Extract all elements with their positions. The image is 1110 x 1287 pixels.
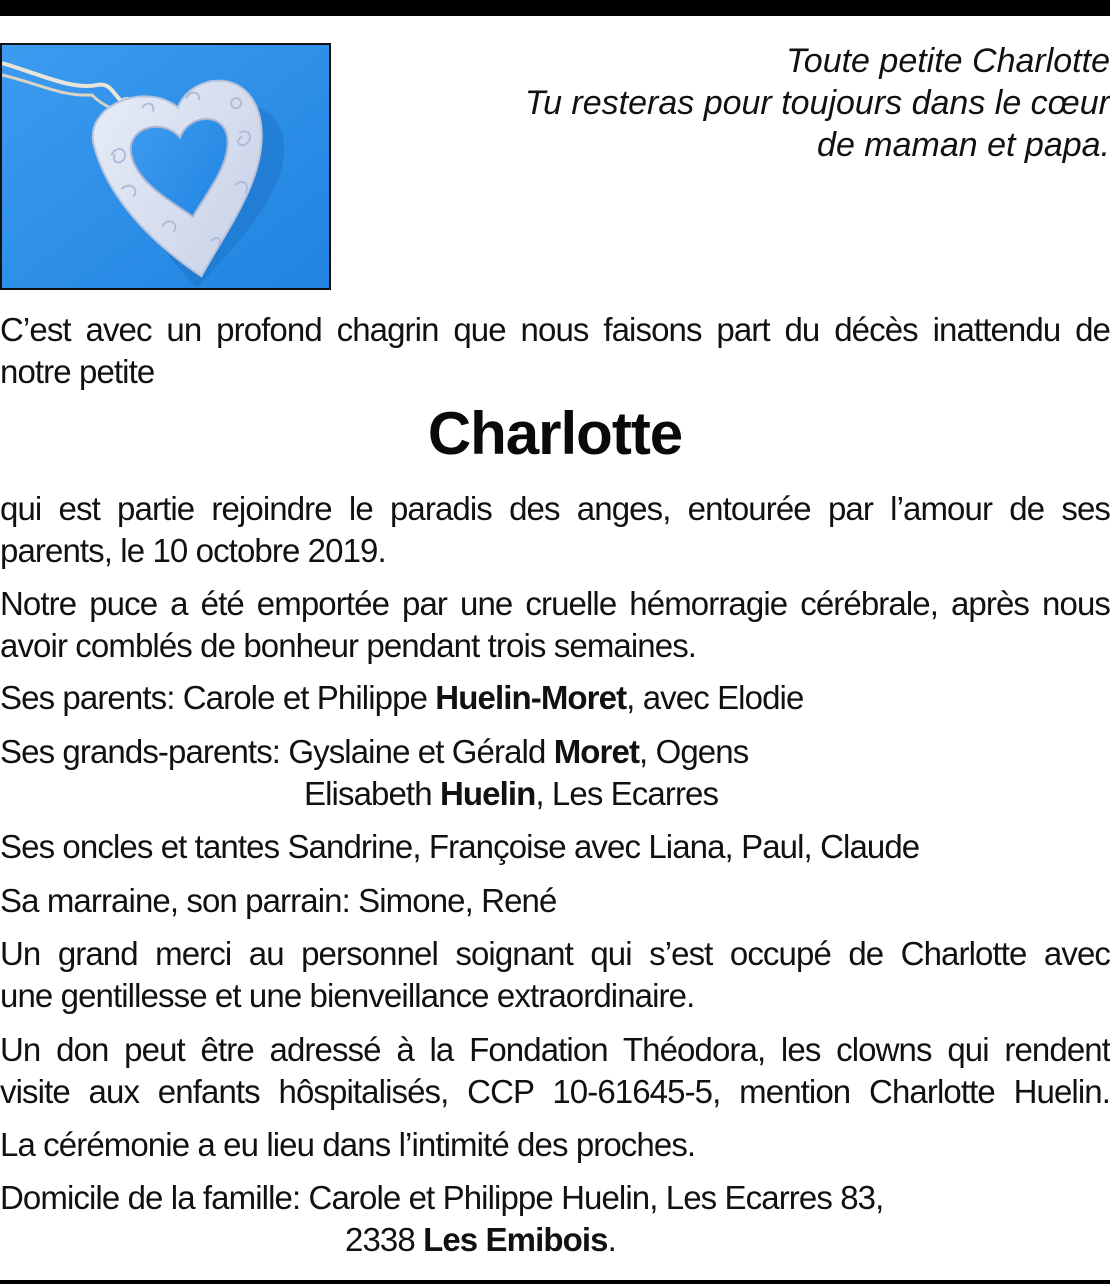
heart-ornament-icon	[2, 45, 329, 288]
parents-prefix: Ses parents: Carole et Philippe	[0, 679, 436, 716]
donation-line-1: Un don peut être adressé à la Fondation Théodora, les clowns qui rendent	[0, 1031, 1110, 1068]
grandparents-line2-prefix: Elisabeth	[304, 775, 440, 812]
domicile-line-2	[345, 1219, 616, 1261]
bottom-rule	[0, 1280, 1110, 1284]
domicile-place: Les Emibois	[423, 1221, 608, 1258]
passing-line-2: parents, le 10 octobre 2019.	[0, 532, 386, 569]
intro-line-2: notre petite	[0, 353, 155, 390]
parents-line	[0, 677, 1110, 719]
grandparents-line-2	[304, 773, 718, 815]
grandparents-surname-2: Huelin	[439, 775, 536, 812]
domicile-line-1: Domicile de la famille: Carole et Philippe Huelin, Les Ecarres 83,	[0, 1179, 884, 1216]
poem-line: de maman et papa.	[817, 126, 1110, 164]
grandparents-prefix: Ses grands-parents: Gyslaine et Gérald	[0, 733, 554, 770]
donation-line-2: visite aux enfants hôspitalisés, CCP 10-61645-5, mention Charlotte Huelin.	[0, 1073, 1110, 1110]
thanks-line-2: une gentillesse et une bienveillance extraordinaire.	[0, 977, 695, 1014]
poem	[470, 40, 1110, 166]
parents-surname: Huelin-Moret	[435, 679, 627, 716]
grandparents-suffix-2: , Les Ecarres	[535, 775, 719, 812]
domicile-postcode: 2338	[345, 1221, 424, 1258]
domicile-period: .	[607, 1221, 616, 1258]
parents-suffix: , avec Elodie	[626, 679, 804, 716]
passing-line-1: qui est partie rejoindre le paradis des anges, entourée par l’amour de ses	[0, 490, 1110, 527]
poem-line: Toute petite Charlotte	[786, 42, 1110, 80]
thanks-line-1: Un grand merci au personnel soignant qui s’est occupé de Charlotte avec	[0, 935, 1110, 972]
godparents-line: Sa marraine, son parrain: Simone, René	[0, 882, 557, 919]
illness-line-1: Notre puce a été emportée par une cruelle hémorragie cérébrale, après nous	[0, 585, 1110, 622]
ceremony-line: La cérémonie a eu lieu dans l’intimité des proches.	[0, 1126, 696, 1163]
top-rule	[0, 0, 1110, 16]
poem-line: Tu resteras pour toujours dans le cœur	[524, 84, 1110, 122]
intro-line-1: C’est avec un profond chagrin que nous faisons part du décès inattendu de	[0, 311, 1110, 348]
illness-line-2: avoir comblés de bonheur pendant trois semaines.	[0, 627, 697, 664]
grandparents-suffix-1: , Ogens	[639, 733, 749, 770]
uncles-line: Ses oncles et tantes Sandrine, Françoise avec Liana, Paul, Claude	[0, 828, 920, 865]
grandparents-line-1	[0, 731, 1110, 773]
grandparents-surname-1: Moret	[553, 733, 640, 770]
deceased-name: Charlotte	[427, 400, 683, 467]
heart-photo	[0, 43, 331, 290]
